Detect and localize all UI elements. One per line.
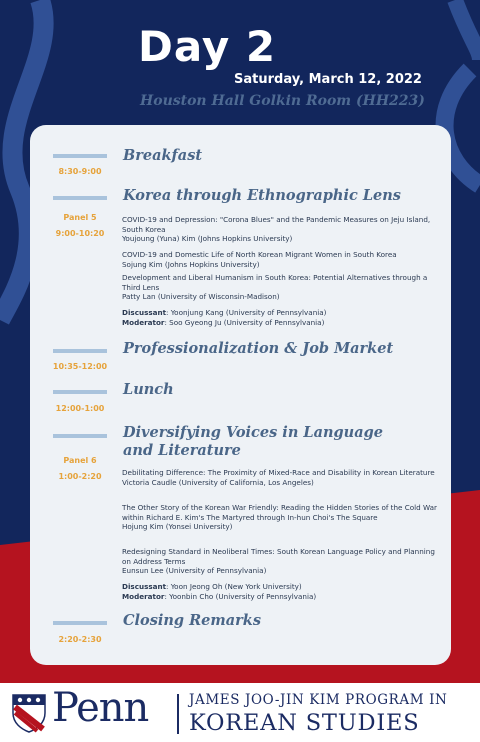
paper-author: Eunsun Lee (University of Pennsylvania) <box>122 566 267 576</box>
discussant-label: Discussant <box>122 308 167 317</box>
breakfast-time: 8:30-9:00 <box>58 167 102 176</box>
paper-author: Hojung Kim (Yonsei University) <box>122 522 233 532</box>
venue: Houston Hall Golkin Room (HH223) <box>140 93 425 109</box>
paper-author: Victoria Caudle (University of California, Los Angeles) <box>122 477 314 487</box>
paper-title: The Other Story of the Korean War Friendly: Reading the Hidden Stories of the Cold War within Richard E. Kim's The Martyred through In-hun Choi's The Square <box>122 503 438 522</box>
panel-5-label: Panel 5 <box>63 213 97 222</box>
paper-title: Development and Liberal Humanism in South Korea: Potential Alternatives through a Third Lens <box>122 273 428 292</box>
paper-title: Debilitating Difference: The Proximity of Mixed-Race and Disability in Korean Literature <box>122 468 435 477</box>
panel-6-title-line2: and Literature <box>123 442 241 459</box>
footer-divider <box>177 694 179 734</box>
breakfast-title: Breakfast <box>123 147 203 164</box>
paper-title: COVID-19 and Domestic Life of North Korean Migrant Women in South Korea <box>122 250 397 259</box>
panel-6-roles <box>122 582 444 601</box>
paper-entry <box>122 273 444 302</box>
discussant-line <box>122 308 444 318</box>
discussant-name: : Yoon Jeong Oh (New York University) <box>166 582 302 591</box>
paper-entry <box>122 547 444 576</box>
paper-entry <box>122 468 444 487</box>
closing-title: Closing Remarks <box>123 612 261 629</box>
moderator-label: Moderator <box>122 317 165 327</box>
moderator-name: : Yoonbin Cho (University of Pennsylvania) <box>164 591 317 601</box>
lunch-title: Lunch <box>123 381 174 398</box>
professionalization-title: Professionalization & Job Market <box>123 340 394 357</box>
program-name-line1: JAMES JOO-JIN KIM PROGRAM IN <box>189 692 448 708</box>
closing-time: 2:20-2:30 <box>58 635 102 644</box>
discussant-name: : Yoonjung Kang (University of Pennsylvania) <box>166 308 327 317</box>
section-rule <box>53 196 107 200</box>
moderator-name: : Soo Gyeong Ju (University of Pennsylvania) <box>164 317 325 327</box>
paper-entry <box>122 215 444 244</box>
discussant-line <box>122 582 444 592</box>
paper-entry <box>122 503 444 532</box>
section-rule <box>53 349 107 353</box>
penn-logo: Penn <box>52 685 149 731</box>
panel-6-title-line1: Diversifying Voices in Language <box>123 424 383 441</box>
day-title: Day 2 <box>138 22 277 71</box>
discussant-label: Discussant <box>122 582 167 591</box>
section-rule <box>53 390 107 394</box>
paper-author: Patty Lan (University of Wisconsin-Madison) <box>122 292 280 302</box>
panel-5-roles <box>122 308 444 327</box>
panel-6-label: Panel 6 <box>63 456 97 465</box>
section-rule <box>53 621 107 625</box>
moderator-label: Moderator <box>122 591 165 601</box>
paper-author: Youjoung (Yuna) Kim (Johns Hopkins University) <box>122 234 293 244</box>
moderator-line <box>122 318 444 328</box>
panel-6-time: 1:00-2:20 <box>58 472 102 481</box>
penn-shield-icon <box>11 693 47 733</box>
paper-author: Sojung Kim (Johns Hopkins University) <box>122 259 260 269</box>
section-rule <box>53 154 107 158</box>
paper-entry <box>122 250 444 269</box>
event-date: Saturday, March 12, 2022 <box>234 72 422 87</box>
paper-title: COVID-19 and Depression: "Corona Blues" and the Pandemic Measures on Jeju Island, South Korea <box>122 215 431 234</box>
paper-title: Redesigning Standard in Neoliberal Times: South Korean Language Policy and Planning on Address Terms <box>122 547 435 566</box>
panel-5-title: Korea through Ethnographic Lens <box>123 187 401 204</box>
panel-5-time: 9:00-10:20 <box>55 229 105 238</box>
lunch-time: 12:00-1:00 <box>55 404 105 413</box>
program-name-line2: KOREAN STUDIES <box>189 710 420 736</box>
professionalization-time: 10:35-12:00 <box>52 362 108 371</box>
moderator-line <box>122 592 444 602</box>
section-rule <box>53 434 107 438</box>
